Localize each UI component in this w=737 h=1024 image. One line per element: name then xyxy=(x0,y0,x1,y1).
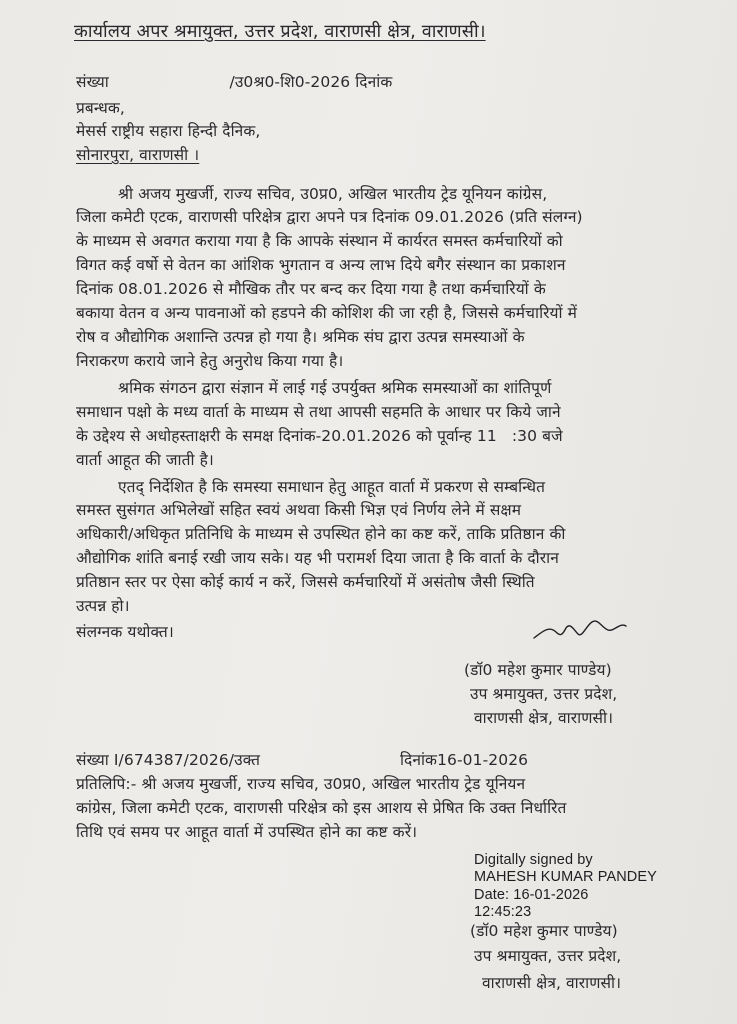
signatory-name: (डॉ0 महेश कुमार पाण्डेय) xyxy=(464,661,612,679)
addressee-title: प्रबन्धक, xyxy=(76,99,125,117)
signatory-designation: उप श्रमायुक्त, उत्तर प्रदेश, xyxy=(474,947,622,965)
reference-number: संख्या /उ0श्र0-शि0-2026 दिनांक xyxy=(76,73,393,91)
signatory-designation: उप श्रमायुक्त, उत्तर प्रदेश, xyxy=(470,685,618,703)
para1-line: निराकरण कराये जाने हेतु अनुरोध किया गया है। xyxy=(76,352,344,370)
signatory-name: (डॉ0 महेश कुमार पाण्डेय) xyxy=(470,922,618,940)
copy-number: संख्या I/674387/2026/उक्त xyxy=(76,751,261,769)
para1-line: श्री अजय मुखर्जी, राज्य सचिव, उ0प्र0, अखिल भारतीय ट्रेड यूनियन कांग्रेस, xyxy=(118,185,548,203)
digital-signature-date: Date: 16-01-2026 xyxy=(474,887,589,903)
para3-line: समस्त सुसंगत अभिलेखों सहित स्वयं अथवा किसी भिज्ञ एवं निर्णय लेने में सक्षम xyxy=(76,501,522,519)
para1-line: दिनांक 08.01.2026 से मौखिक तौर पर बन्द कर दिया गया है तथा कर्मचारियों के xyxy=(76,280,546,298)
addressee-company: मेसर्स राष्ट्रीय सहारा हिन्दी दैनिक, xyxy=(76,122,261,140)
addressee-address: सोनारपुरा, वाराणसी । xyxy=(76,146,200,164)
para3-line: उत्पन्न हो। xyxy=(76,597,130,615)
para2-line: वार्ता आहूत की जाती है। xyxy=(76,451,214,469)
copy-line: तिथि एवं समय पर आहूत वार्ता में उपस्थित होने का कष्ट करें। xyxy=(76,823,418,841)
signatory-location: वाराणसी क्षेत्र, वाराणसी। xyxy=(482,974,622,992)
digital-signature-time: 12:45:23 xyxy=(474,904,532,920)
office-heading: कार्यालय अपर श्रमायुक्त, उत्तर प्रदेश, वाराणसी क्षेत्र, वाराणसी। xyxy=(74,21,486,42)
para1-line: विगत कई वर्षो से वेतन का आंशिक भुगतान व अन्य लाभ दिये बगैर संस्थान का प्रकाशन xyxy=(76,256,566,274)
para1-line: रोष व औद्योगिक अशान्ति उत्पन्न हो गया है। श्रमिक संघ द्वारा उत्पन्न समस्याओं के xyxy=(76,328,525,346)
signature-mark xyxy=(530,608,630,648)
para3-line: प्रतिष्ठान स्तर पर ऐसा कोई कार्य न करें, जिससे कर्मचारियों में असंतोष जैसी स्थिति xyxy=(76,573,535,591)
para1-line: बकाया वेतन व अन्य पावनाओं को हडपने की कोशिश की जा रही है, जिससे कर्मचारियों में xyxy=(76,304,578,322)
copy-date: दिनांक16-01-2026 xyxy=(400,751,529,769)
copy-line: प्रतिलिपि:- श्री अजय मुखर्जी, राज्य सचिव, उ0प्र0, अखिल भारतीय ट्रेड यूनियन xyxy=(76,775,526,793)
para2-line: के उद्देश्य से अधोहस्ताक्षरी के समक्ष दिनांक-20.01.2026 को पूर्वान्ह 11 :30 बजे xyxy=(76,427,563,445)
para2-line: श्रमिक संगठन द्वारा संज्ञान में लाई गई उपर्युक्त श्रमिक समस्याओं का शांतिपूर्ण xyxy=(118,379,552,397)
para3-line: अधिकारी/अधिकृत प्रतिनिधि के माध्यम से उपस्थित होने का कष्ट करें, ताकि प्रतिष्ठान की xyxy=(76,525,566,543)
enclosure-note: संलग्नक यथोक्त। xyxy=(76,623,174,641)
signatory-location: वाराणसी क्षेत्र, वाराणसी। xyxy=(474,709,614,727)
digital-signature-label: Digitally signed by xyxy=(474,852,593,868)
para1-line: जिला कमेटी एटक, वाराणसी परिक्षेत्र द्वारा अपने पत्र दिनांक 09.01.2026 (प्रति संलग्न) xyxy=(76,208,583,226)
para2-line: समाधान पक्षो के मध्य वार्ता के माध्यम से तथा आपसी सहमति के आधार पर किये जाने xyxy=(76,403,561,421)
para3-line: एतद् निर्देशित है कि समस्या समाधान हेतु आहूत वार्ता में प्रकरण से सम्बन्धित xyxy=(118,478,546,496)
copy-line: कांग्रेस, जिला कमेटी एटक, वाराणसी परिक्षेत्र को इस आशय से प्रेषित कि उक्त निर्धारित xyxy=(76,799,567,817)
para1-line: के माध्यम से अवगत कराया गया है कि आपके संस्थान में कार्यरत समस्त कर्मचारियों को xyxy=(76,232,563,250)
digital-signature-name: MAHESH KUMAR PANDEY xyxy=(474,869,657,885)
para3-line: औद्योगिक शांति बनाई रखी जाय सके। यह भी परामर्श दिया जाता है कि वार्ता के दौरान xyxy=(76,549,559,567)
